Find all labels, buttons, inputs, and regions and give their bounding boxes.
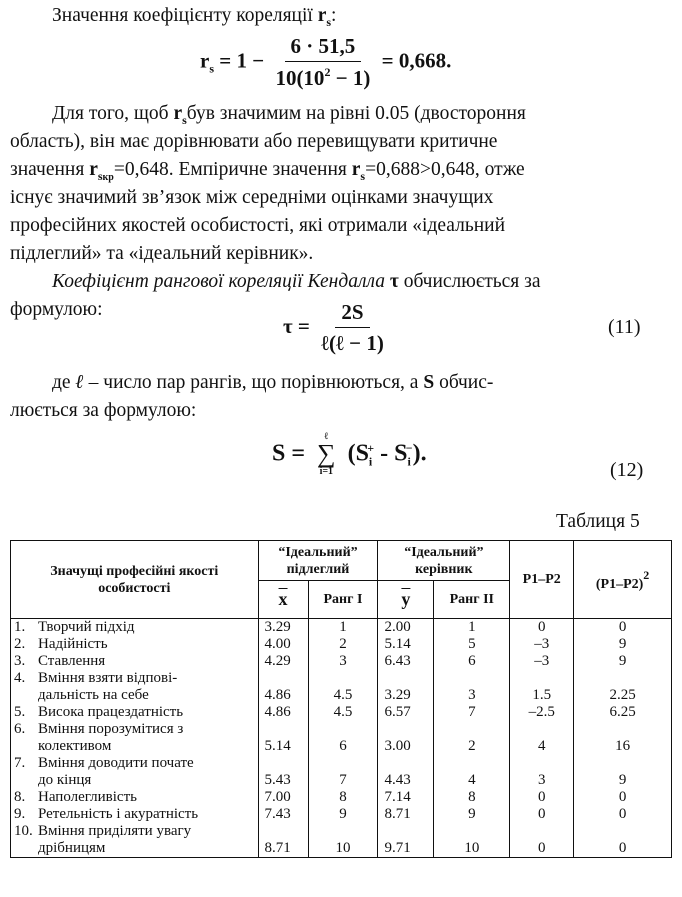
cell-diff-squared: 9 bbox=[574, 636, 672, 653]
cell-rank2: 8 bbox=[434, 789, 510, 806]
cell-rank2: 2 bbox=[434, 721, 510, 755]
cell-diff-squared: 2.25 bbox=[574, 670, 672, 704]
cell-x: 3.29 bbox=[258, 619, 308, 637]
cell-quality: 1. Творчий підхід bbox=[11, 619, 259, 637]
cell-rank2: 6 bbox=[434, 653, 510, 670]
cell-diff: 0 bbox=[510, 806, 574, 823]
cell-y: 2.00 bbox=[378, 619, 434, 637]
cell-x: 4.29 bbox=[258, 653, 308, 670]
table-row bbox=[11, 755, 672, 789]
cell-rank2: 9 bbox=[434, 806, 510, 823]
cell-diff-squared: 0 bbox=[574, 823, 672, 858]
cell-diff: 0 bbox=[510, 823, 574, 858]
cell-quality: 7. Вміння доводити почате до кінця bbox=[11, 755, 259, 789]
cell-x: 4.86 bbox=[258, 670, 308, 704]
cell-quality: 5. Висока працездатність bbox=[11, 704, 259, 721]
cell-quality: 9. Ретельність і акуратність bbox=[11, 806, 259, 823]
intro-line: Значення коефіцієнту кореляції $r_s$: bbox=[52, 5, 337, 29]
cell-diff-squared: 16 bbox=[574, 721, 672, 755]
cell-rank1: 2 bbox=[308, 636, 378, 653]
cell-diff: 4 bbox=[510, 721, 574, 755]
cell-diff: 1.5 bbox=[510, 670, 574, 704]
cell-diff: –3 bbox=[510, 636, 574, 653]
paragraph-line: підлеглий» та «ідеальний керівник». bbox=[10, 243, 314, 264]
symbol-r: r bbox=[317, 5, 327, 26]
cell-diff: 3 bbox=[510, 755, 574, 789]
paragraph-line: формулою: bbox=[10, 299, 103, 320]
cell-rank2: 4 bbox=[434, 755, 510, 789]
cell-quality: 2. Надійність bbox=[11, 636, 259, 653]
table-caption: Таблиця 5 bbox=[556, 511, 640, 532]
data-table bbox=[10, 540, 672, 858]
cell-quality: 3. Ставлення bbox=[11, 653, 259, 670]
equation-S: S = ℓ ∑ i=1 $(S_i^+ - S_i^-)$. bbox=[272, 431, 427, 477]
header-p1p2: P1–P2 bbox=[510, 541, 574, 619]
cell-rank1: 9 bbox=[308, 806, 378, 823]
header-x: $\overline{x}$ bbox=[258, 581, 308, 619]
cell-x: 8.71 bbox=[258, 823, 308, 858]
cell-rank1: 8 bbox=[308, 789, 378, 806]
paragraph-line: значення $r_{sкр}=0,648$. Емпіричне значення $r_s=0,688>0,648$, отже bbox=[10, 159, 525, 183]
header-rank2: Ранг ІІ bbox=[434, 581, 510, 619]
cell-diff-squared: 9 bbox=[574, 653, 672, 670]
header-qualities: Значущі професійні якості особистості bbox=[11, 541, 259, 619]
cell-rank1: 1 bbox=[308, 619, 378, 637]
table-row bbox=[11, 704, 672, 721]
table-row bbox=[11, 789, 672, 806]
cell-rank1: 7 bbox=[308, 755, 378, 789]
paragraph-line: існує значимий зв’язок між середніми оцінками значущих bbox=[10, 187, 494, 208]
cell-quality: 8. Наполегливість bbox=[11, 789, 259, 806]
cell-x: 5.14 bbox=[258, 721, 308, 755]
cell-x: 5.43 bbox=[258, 755, 308, 789]
header-ideal-subordinate: “Ідеальний” підлеглий bbox=[258, 541, 378, 581]
cell-rank2: 10 bbox=[434, 823, 510, 858]
equation-tau: τ = $\frac{2S}{\text{ℓ(ℓ − 1)}}$ bbox=[283, 300, 384, 355]
cell-diff-squared: 0 bbox=[574, 619, 672, 637]
cell-diff: –3 bbox=[510, 653, 574, 670]
cell-diff-squared: 6.25 bbox=[574, 704, 672, 721]
fraction: $\frac{6 \cdot 51,5}{10(10^2 - 1)}$ bbox=[275, 34, 371, 90]
cell-rank1: 4.5 bbox=[308, 704, 378, 721]
paragraph-line: Для того, щоб $r_sбув$ значимим на рівні 0.05 (двостороння bbox=[52, 103, 526, 127]
paragraph-line: Коефіцієнт рангової кореляції Кендалла τ обчислюється за bbox=[52, 271, 541, 292]
paragraph-line: область), він має дорівнювати або перевищувати критичне bbox=[10, 131, 498, 152]
cell-y: 7.14 bbox=[378, 789, 434, 806]
cell-y: 8.71 bbox=[378, 806, 434, 823]
cell-rank1: 3 bbox=[308, 653, 378, 670]
cell-rank2: 3 bbox=[434, 670, 510, 704]
paragraph-line: люється за формулою: bbox=[10, 400, 197, 421]
cell-y: 6.57 bbox=[378, 704, 434, 721]
cell-rank2: 7 bbox=[434, 704, 510, 721]
cell-quality: 6. Вміння порозумітися з колективом bbox=[11, 721, 259, 755]
equation-number: (11) bbox=[608, 316, 641, 338]
equation-number: (12) bbox=[610, 459, 644, 481]
cell-x: 7.43 bbox=[258, 806, 308, 823]
cell-x: 4.86 bbox=[258, 704, 308, 721]
cell-rank2: 5 bbox=[434, 636, 510, 653]
table-row bbox=[11, 823, 672, 858]
cell-rank1: 4.5 bbox=[308, 670, 378, 704]
table-row bbox=[11, 653, 672, 670]
cell-quality: 10. Вміння приділяти увагу дрібницям bbox=[11, 823, 259, 858]
table-row bbox=[11, 619, 672, 637]
sum-sign: ℓ ∑ i=1 bbox=[317, 431, 336, 477]
cell-quality: 4. Вміння взяти відпові- дальність на себе bbox=[11, 670, 259, 704]
cell-diff: 0 bbox=[510, 619, 574, 637]
cell-diff: 0 bbox=[510, 789, 574, 806]
cell-y: 9.71 bbox=[378, 823, 434, 858]
paragraph-line: де ℓ – число пар рангів, що порівнюються, а S обчис- bbox=[52, 372, 494, 393]
cell-rank1: 10 bbox=[308, 823, 378, 858]
header-y: $\overline{y}$ bbox=[378, 581, 434, 619]
header-ideal-boss: “Ідеальний” керівник bbox=[378, 541, 510, 581]
header-p1p2-squared: (P1–P2)2 bbox=[574, 541, 672, 619]
cell-y: 3.00 bbox=[378, 721, 434, 755]
cell-x: 7.00 bbox=[258, 789, 308, 806]
table-row bbox=[11, 670, 672, 704]
table-row bbox=[11, 721, 672, 755]
cell-y: 5.14 bbox=[378, 636, 434, 653]
cell-rank2: 1 bbox=[434, 619, 510, 637]
cell-diff-squared: 9 bbox=[574, 755, 672, 789]
cell-diff-squared: 0 bbox=[574, 789, 672, 806]
cell-diff: –2.5 bbox=[510, 704, 574, 721]
cell-diff-squared: 0 bbox=[574, 806, 672, 823]
paragraph-line: професійних якостей особистості, які отримали «ідеальний bbox=[10, 215, 506, 236]
cell-y: 3.29 bbox=[378, 670, 434, 704]
header-rank1: Ранг І bbox=[308, 581, 378, 619]
table-row bbox=[11, 806, 672, 823]
cell-x: 4.00 bbox=[258, 636, 308, 653]
cell-y: 6.43 bbox=[378, 653, 434, 670]
equation-rs: $r_s = 1$ − $\frac{6 \cdot 51,5}{10(10^2 - 1)}$ = 0,668. bbox=[200, 34, 452, 90]
cell-rank1: 6 bbox=[308, 721, 378, 755]
table-row bbox=[11, 636, 672, 653]
cell-y: 4.43 bbox=[378, 755, 434, 789]
